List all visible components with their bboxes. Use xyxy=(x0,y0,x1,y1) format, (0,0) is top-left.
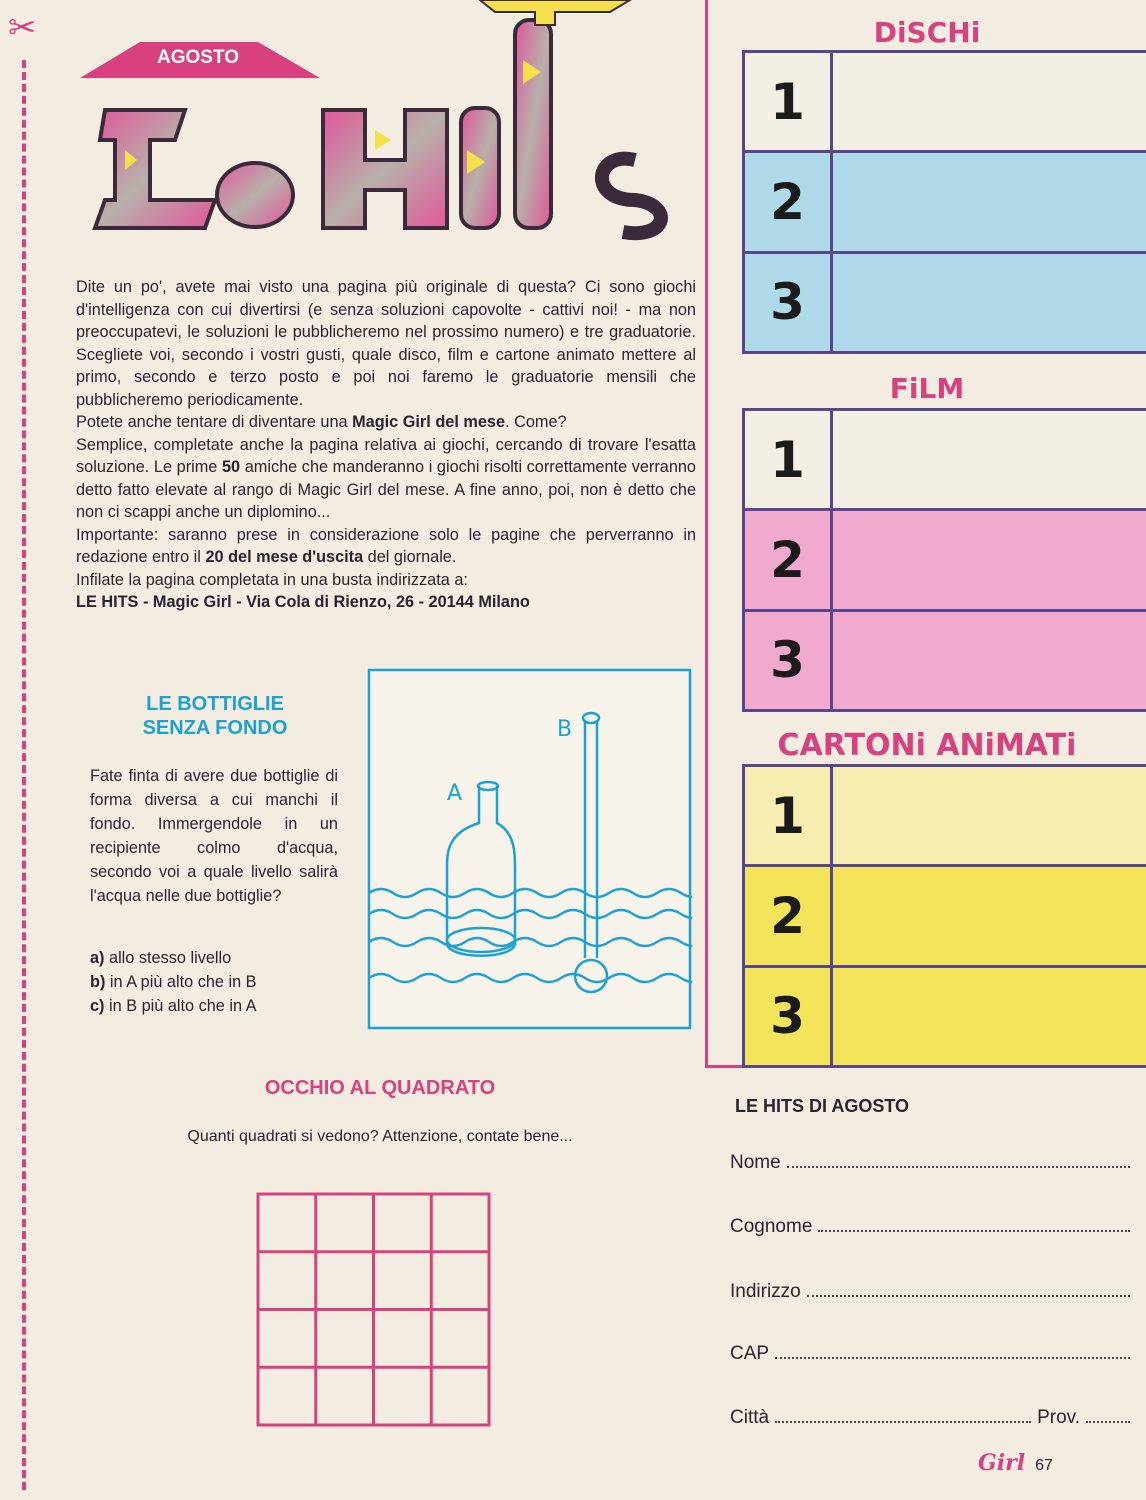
intro-p2: Potete anche tentare di diventare una Magic Girl del mese. Come? xyxy=(76,413,567,431)
cap-field[interactable] xyxy=(730,1343,1130,1365)
answer-slot[interactable] xyxy=(833,968,1146,1065)
nome-field[interactable] xyxy=(730,1152,1130,1174)
intro-p4: Importante: saranno prese in considerazione solo le pagine che perverranno in redazione entro il 20 del mese d'uscita del giornale. xyxy=(76,525,696,566)
bottle-puzzle-text: Fate finta di avere due bottiglie di forma diversa a cui manchi il fondo. Immergendole in un recipiente colmo d'acqua, secondo voi a quale livello salirà l'acqua nelle due bottiglie? xyxy=(90,767,338,905)
cut-line xyxy=(22,60,26,1490)
cartoni-row-1[interactable] xyxy=(745,767,1146,864)
answer-slot[interactable] xyxy=(833,153,1146,250)
cognome-field[interactable] xyxy=(730,1216,1130,1238)
citta-field[interactable] xyxy=(730,1407,1130,1429)
brand-logo: Girl xyxy=(978,1450,1026,1476)
cap-input[interactable] xyxy=(775,1343,1130,1359)
indirizzo-label: Indirizzo xyxy=(730,1281,801,1302)
square-puzzle-text: Quanti quadrati si vedono? Attenzione, contate bene... xyxy=(187,1128,573,1145)
film-row-3[interactable] xyxy=(745,609,1146,709)
film-row-2[interactable] xyxy=(745,508,1146,608)
citta-label: Città xyxy=(730,1407,770,1428)
dischi-title: DiSCHi xyxy=(873,16,981,49)
option-a[interactable]: a) allo stesso livello xyxy=(90,949,232,967)
bottle-puzzle-title: LE BOTTIGLIE SENZA FONDO xyxy=(142,693,288,739)
le-hits-logo xyxy=(75,0,695,250)
cap-label: CAP xyxy=(730,1343,770,1364)
rank-number: 1 xyxy=(745,411,833,508)
cartoni-row-2[interactable] xyxy=(745,864,1146,964)
indirizzo-field[interactable] xyxy=(730,1281,1130,1303)
cartoni-row-3[interactable] xyxy=(745,965,1146,1065)
answer-slot[interactable] xyxy=(833,254,1146,351)
rank-number: 2 xyxy=(745,867,833,964)
rank-number: 3 xyxy=(745,612,833,709)
column-divider xyxy=(705,0,708,1068)
answer-slot[interactable] xyxy=(833,411,1146,508)
rank-number: 3 xyxy=(745,968,833,1065)
cartoni-board xyxy=(742,764,1146,1068)
square-grid xyxy=(256,1192,491,1427)
option-c[interactable]: c) in B più alto che in A xyxy=(90,997,257,1015)
bottle-label-b: B xyxy=(557,717,573,742)
film-title: FiLM xyxy=(889,372,965,405)
rank-number: 1 xyxy=(745,767,833,864)
prov-label: Prov. xyxy=(1037,1407,1080,1428)
film-row-1[interactable] xyxy=(745,411,1146,508)
rank-number: 2 xyxy=(745,511,833,608)
rank-number: 3 xyxy=(745,254,833,351)
prov-input[interactable] xyxy=(1086,1407,1130,1423)
intro-text xyxy=(76,276,696,614)
citta-input[interactable] xyxy=(775,1407,1031,1423)
answer-slot[interactable] xyxy=(833,53,1146,150)
scissors-icon: ✂ xyxy=(8,9,37,47)
answer-slot[interactable] xyxy=(833,612,1146,709)
coupon-title: LE HITS DI AGOSTO xyxy=(735,1096,910,1116)
answer-slot[interactable] xyxy=(833,511,1146,608)
answer-slot[interactable] xyxy=(833,867,1146,964)
intro-p1: Dite un po', avete mai visto una pagina più originale di questa? Ci sono giochi d'intelligenza con cui divertirsi (e senza soluzioni capovolte - cattivi noi! - ma non preoccupatevi, le soluzioni le pubblicheremo nel prossimo numero) e tre graduatorie. Scegliete voi, secondo i vostri gusti, quale disco, film e cartone animato mettere al primo, secondo e terzo posto e poi noi faremo le graduatorie mensili che pubblicheremo periodicamente. xyxy=(76,278,696,409)
page-number: 67 xyxy=(1035,1457,1053,1474)
cartoni-title: CARTONi ANiMATi xyxy=(777,728,1077,763)
intro-p3: Semplice, completate anche la pagina relativa ai giochi, cercando di trovare l'esatta soluzione. Le prime 50 amiche che manderanno i giochi risolti correttamente verranno detto fatto elevate al rango di Magic Girl del mese. A fine anno, poi, non è detto che non ci scappi anche un diplomino... xyxy=(76,435,696,521)
nome-input[interactable] xyxy=(787,1152,1130,1168)
answer-slot[interactable] xyxy=(833,767,1146,864)
month-label: AGOSTO xyxy=(157,47,239,68)
rank-number: 2 xyxy=(745,153,833,250)
nome-label: Nome xyxy=(730,1152,781,1173)
bottle-puzzle-options xyxy=(90,946,338,1018)
dischi-row-3[interactable] xyxy=(745,251,1146,351)
rank-number: 1 xyxy=(745,53,833,150)
film-board xyxy=(742,408,1146,712)
intro-p5: Infilate la pagina completata in una busta indirizzata a: xyxy=(76,570,468,589)
bottle-label-a: A xyxy=(447,781,463,806)
page-footer xyxy=(978,1450,1053,1476)
cognome-input[interactable] xyxy=(818,1216,1130,1232)
bottle-illustration xyxy=(367,668,692,1030)
option-b[interactable]: b) in A più alto che in B xyxy=(90,973,257,991)
logo-text: Le Hits xyxy=(383,248,387,249)
dischi-board xyxy=(742,50,1146,354)
dischi-row-2[interactable] xyxy=(745,150,1146,250)
mailing-address: LE HITS - Magic Girl - Via Cola di Rienzo, 26 - 20144 Milano xyxy=(76,593,530,611)
square-puzzle-title: OCCHIO AL QUADRATO xyxy=(264,1077,496,1099)
dischi-row-1[interactable] xyxy=(745,53,1146,150)
indirizzo-input[interactable] xyxy=(807,1281,1130,1297)
cognome-label: Cognome xyxy=(730,1216,813,1237)
